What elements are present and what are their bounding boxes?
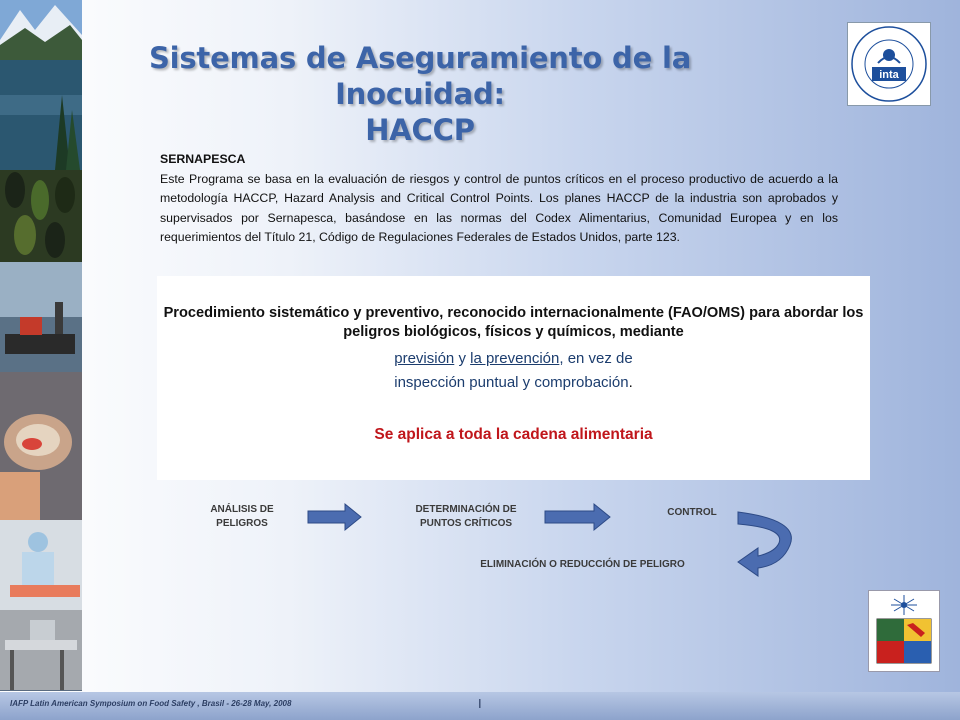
y-connector: y (454, 350, 471, 367)
prevision-link-text: previsión (394, 350, 455, 367)
flow-step-determinacion-line1: DETERMINACIÓN DE (415, 504, 517, 515)
flow-step-analisis-line2: PELIGROS (216, 518, 268, 529)
title-line-1: Sistemas de Aseguramiento de la Inocuidad: (148, 41, 692, 111)
flow-step-control: CONTROL (667, 507, 717, 518)
definition-line-3-end: . (628, 374, 633, 391)
sernapesca-body: Este Programa se basa en la evaluación de riesgos y control de puntos críticos en el proceso productivo de acuerdo a la metodología HACCP, Hazard Analysis and Critical Control Points. Los planes HACCP de la industria son aprobados y supervisados por Sernapesca, basándose en las normas del Codex Alimentarius, Comunidad Europea y en los requerimientos del Título 21, Código de Regulaciones Federales de Estados Unidos, parte 123. (160, 171, 838, 244)
arrow-right-1 (308, 504, 361, 530)
footer-page-number: I (478, 696, 482, 711)
title-line-2: HACCP (365, 113, 475, 147)
arrow-curve (738, 512, 791, 576)
footer-event-text: IAFP Latin American Symposium on Food Safety , Brasil - 26-28 May, 2008 (10, 699, 292, 708)
definition-text: Procedimiento sistemático y preventivo, reconocido internacionalmente (FAO/OMS) para abordar los peligros biológicos, físicos y químicos, mediante (163, 305, 864, 340)
prevencion-link-text: la prevención (470, 350, 560, 367)
footer-bar (0, 692, 960, 720)
inspeccion-text: inspección puntual y comprobación (394, 374, 629, 391)
definition-line-2-end: , en vez de (559, 350, 633, 367)
flow-step-eliminacion: ELIMINACIÓN O REDUCCIÓN DE PELIGRO (480, 559, 685, 570)
university-seal-logo (868, 590, 940, 672)
flow-step-analisis-line1: ANÁLISIS DE (210, 504, 274, 515)
food-chain-highlight: Se aplica a toda la cadena alimentaria (374, 426, 653, 443)
inta-logo-text: inta (879, 69, 899, 81)
arrow-right-2 (545, 504, 610, 530)
sernapesca-heading: SERNAPESCA (160, 152, 246, 166)
flow-step-determinacion-line2: PUNTOS CRÍTICOS (419, 518, 513, 529)
